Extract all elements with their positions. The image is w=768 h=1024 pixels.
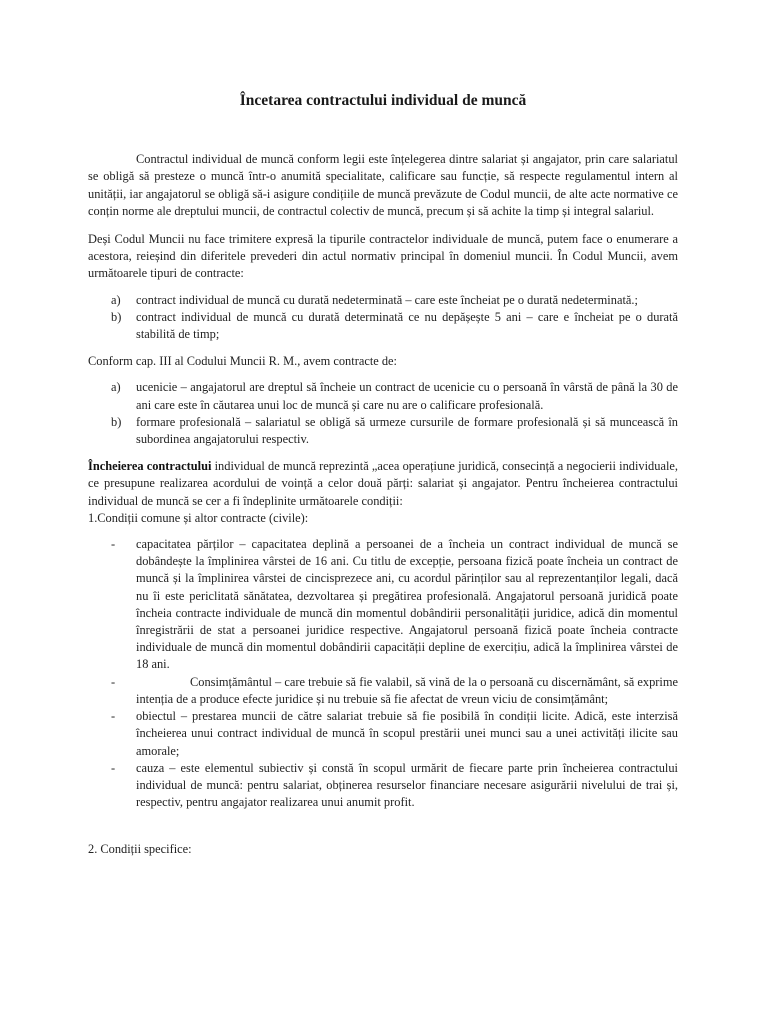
conditions-subhead: 1.Condiții comune și altor contracte (civile): (88, 510, 309, 525)
document-title: Încetarea contractului individual de muncă (239, 92, 527, 109)
list-item (88, 674, 678, 708)
list-item-text: capacitatea părților – capacitatea deplină a persoanei de a încheia un contract individual de muncă se dobândește la împlinirea vârstei de 16 ani. Cu titlu de excepție, persoana fizică poate încheia un contract de muncă și la împlinirea vârstei de cincisprezece ani, cu acordul părinților sau al reprezentanților legali, dacă nu îi este periclitată sănătatea, dezvoltarea și pregătirea profesională. Angajatorul persoană juridică poate încheia contracte individuale de muncă din momentul dobândirii personalității juridice, adică din momentul înregistrării de stat a persoanei juridice respective. Angajatorul persoană fizică poate încheia contracte individuale de muncă din momentul dobândirii capacității depline de exercițiu, adică la împlinirea vârstei de 18 ani. (136, 537, 678, 672)
list-marker: b) (111, 309, 122, 324)
conditions-list (88, 536, 678, 811)
list-marker: a) (111, 380, 121, 395)
list-item-text: cauza – este elementul subiectiv și constă în scopul urmărit de fiecare parte prin încheierea contractului individual de muncă: pentru salariat, obținerea resurselor financiare necesare asigurării nivelului de trai și, respectiv, pentru angajator realizarea unui anumit profit. (136, 760, 678, 810)
list-item (88, 760, 678, 812)
document-page (88, 92, 678, 868)
list-marker: - (111, 709, 116, 724)
contract-types-list (88, 292, 678, 344)
cap3-paragraph: Conform cap. III al Codului Muncii R. M., avem contracte de: (88, 354, 397, 369)
types-paragraph: Deși Codul Muncii nu face trimitere expresă la tipurile contractelor individuale de muncă, putem face o enumerare a acestora, reieșind din diferitele prevederi din actul normativ principal în domeniul muncii. În Codul Muncii, avem următoarele tipuri de contracte: (88, 232, 678, 281)
list-marker: - (111, 760, 116, 775)
intro-paragraph: Contractul individual de muncă conform legii este înțelegerea dintre salariat și angajator, prin care salariatul se obligă să presteze o muncă într-o anumită specialitate, calificare sau funcție, să respecte regulamentul intern al unității, iar angajatorul se obligă să-i asigure condițiile de muncă prevăzute de Codul muncii, de alte acte normative ce conțin norme ale dreptului muncii, de contractul colectiv de muncă, precum și să achite la timp și integral salariul. (88, 152, 678, 218)
list-marker: b) (111, 414, 122, 429)
list-item (88, 379, 678, 413)
conclusion-bold-lead: Încheierea contractului (88, 459, 212, 474)
list-item-text: contract individual de muncă cu durată nedeterminată – care este încheiat pe o durată nedeterminată.; (136, 292, 638, 307)
list-item-text: Consimțământul – care trebuie să fie valabil, să vină de la o persoană cu discernământ, să exprime intenția de a produce efecte juridice și nu trebuie să fie afectat de vreun viciu de consimțământ; (136, 674, 678, 706)
list-marker: - (111, 674, 116, 689)
list-item (88, 708, 678, 760)
list-item (88, 292, 678, 309)
conclusion-paragraph (88, 458, 678, 527)
section-2-heading: 2. Condiții specifice: (88, 842, 192, 857)
list-item-text: ucenicie – angajatorul are dreptul să încheie un contract de ucenicie cu o persoană în vârstă de până la 30 de ani care este în căutarea unui loc de muncă și care nu are o calificare profesională. (136, 380, 678, 412)
list-marker: - (111, 537, 116, 552)
cap3-contract-list (88, 379, 678, 448)
list-item (88, 414, 678, 448)
list-marker: a) (111, 292, 121, 307)
list-item-text: obiectul – prestarea muncii de către salariat trebuie să fie posibilă în condiții licite. Adică, este interzisă încheierea unui contract individual de muncă în scopul prestării unei munci sau a unei activități ilicite sau amorale; (136, 709, 678, 758)
list-item (88, 309, 678, 343)
list-item-text: contract individual de muncă cu durată determinată ce nu depășește 5 ani – care e încheiat pe o durată stabilită de timp; (136, 309, 678, 342)
list-item-text: formare profesională – salariatul se obligă să urmeze cursurile de formare profesională și să muncească în subordinea angajatorului respectiv. (136, 414, 678, 447)
conclusion-text: individual de muncă reprezintă „acea operațiune juridică, consecință a negocierii individuale, ce presupune realizarea acordului de voință a celor două părți: salariat și angajator. Pentru încheierea contractului individual de muncă se cer a fi îndeplinite următoarele condiții: (88, 459, 678, 508)
list-item (88, 536, 678, 674)
